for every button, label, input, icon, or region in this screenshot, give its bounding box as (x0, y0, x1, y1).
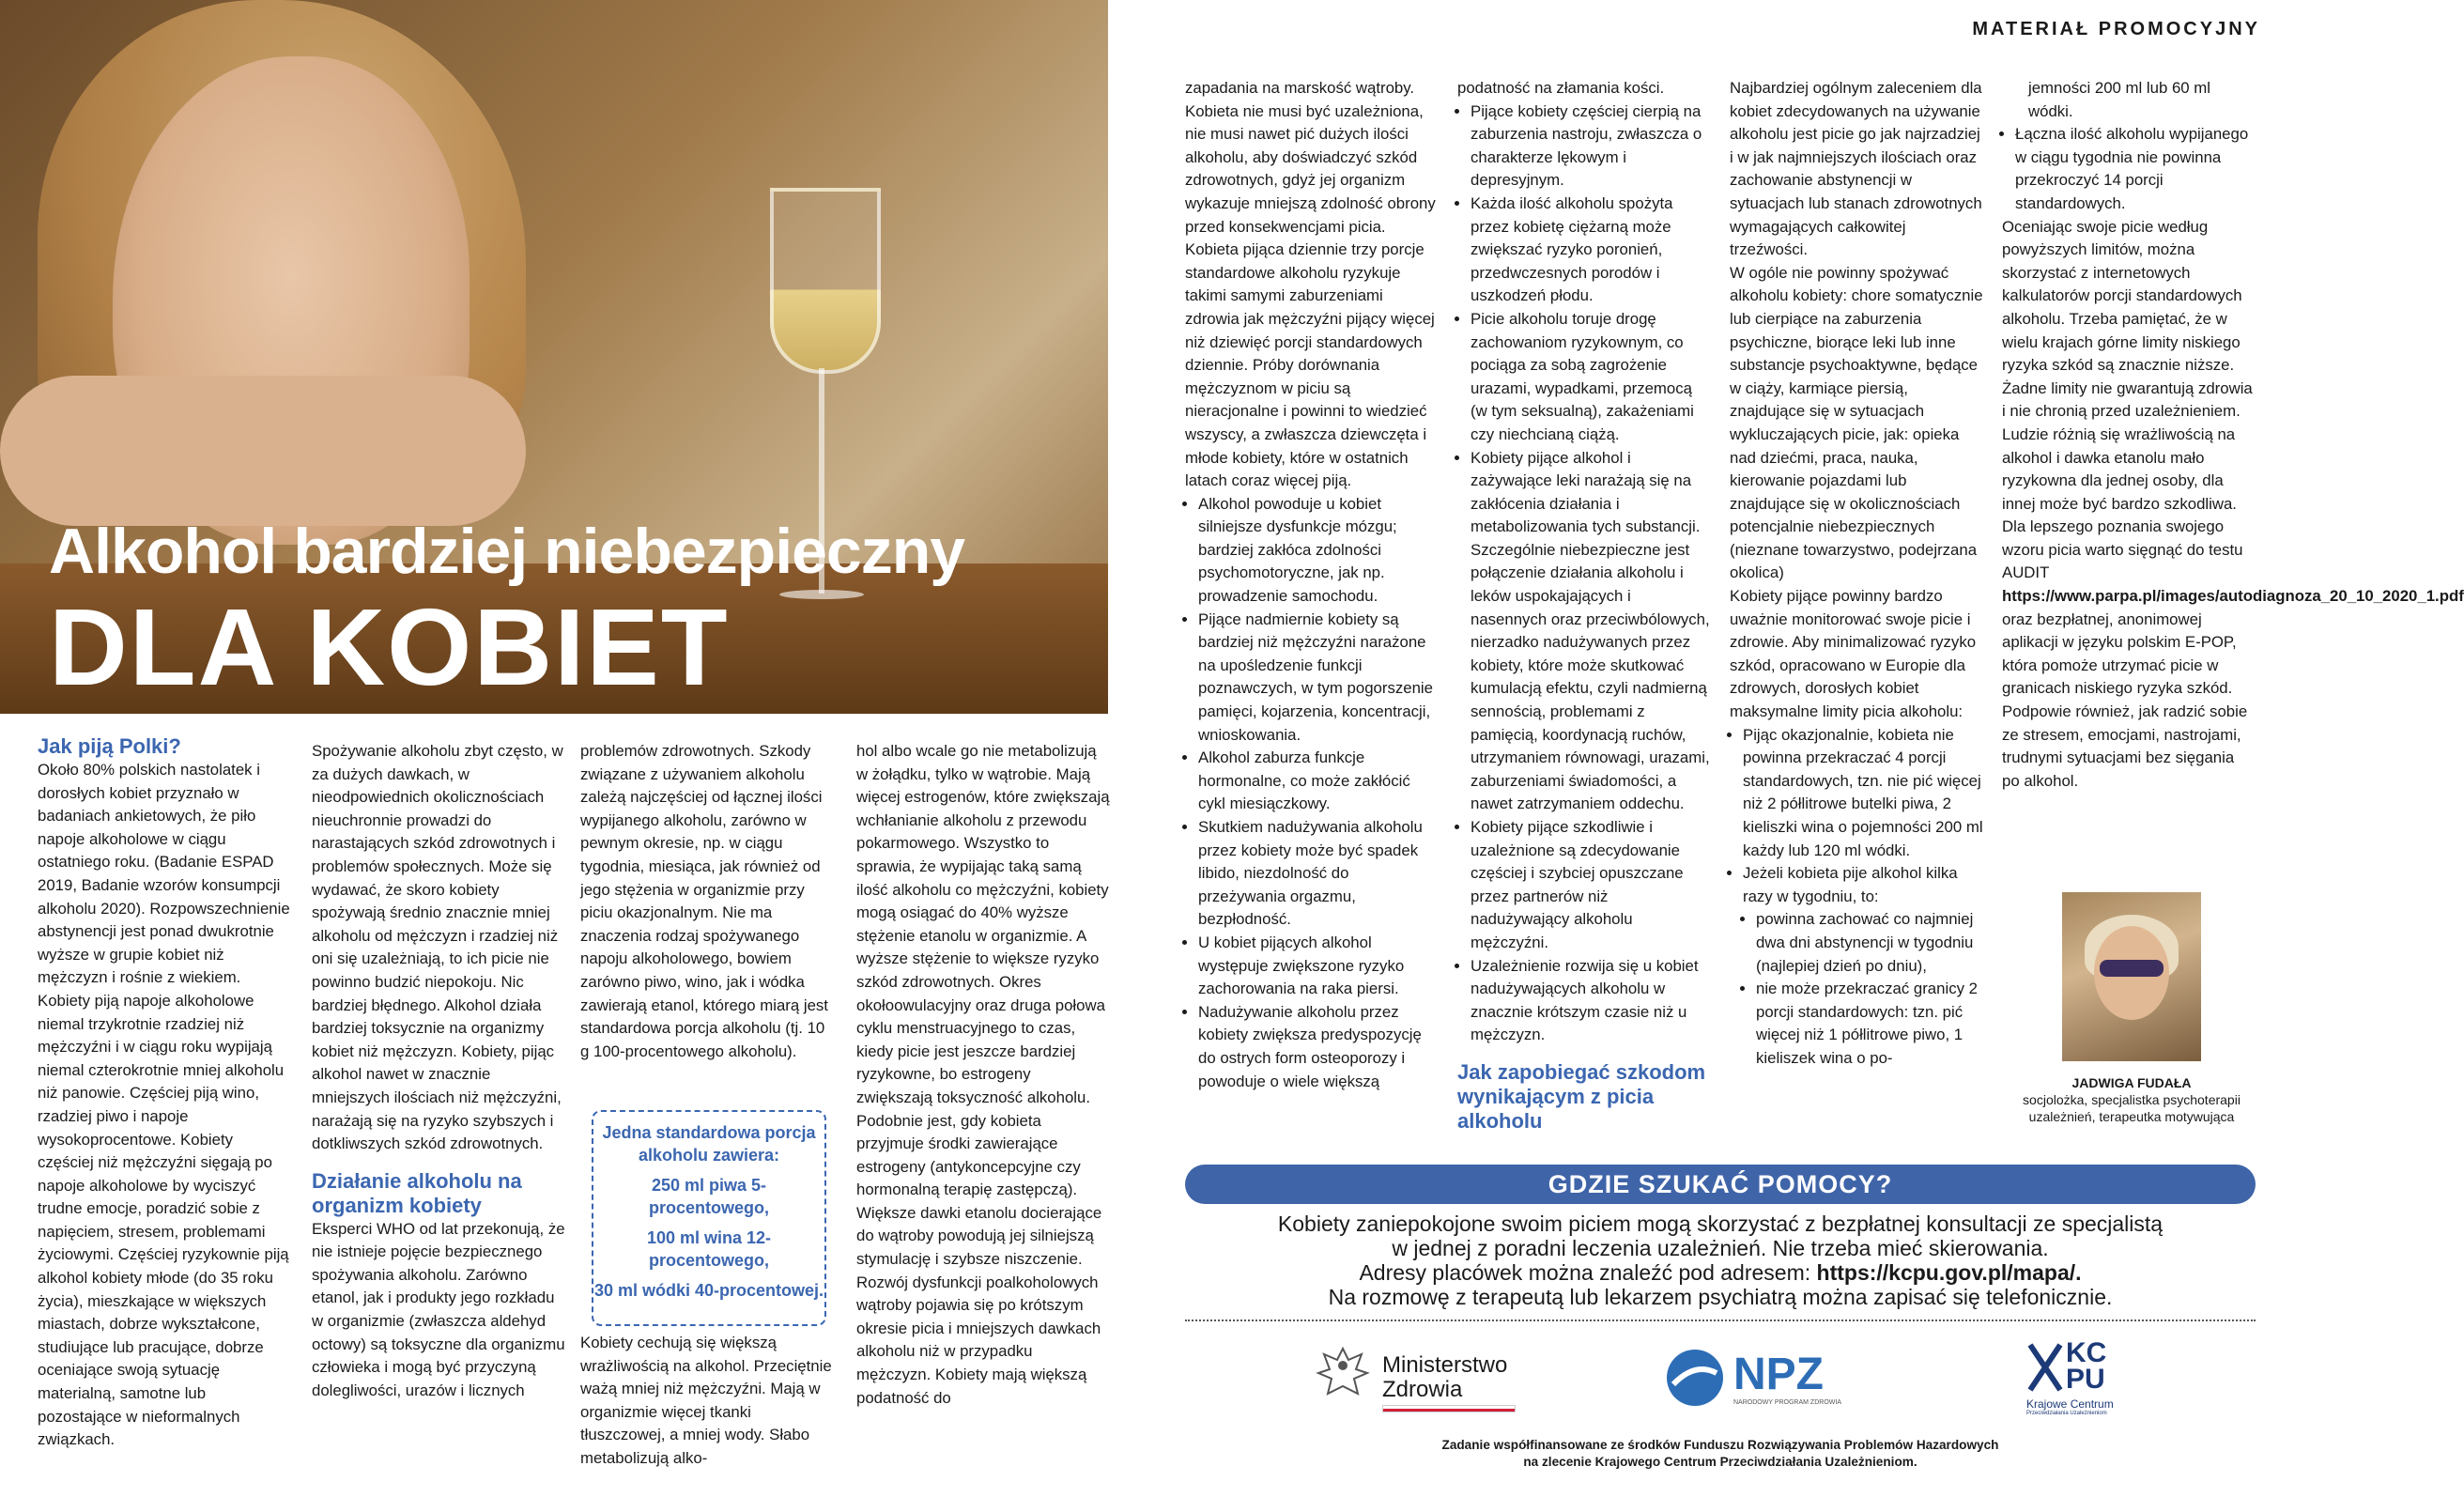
paragraph: podatność na złamania kości. (1457, 79, 1665, 97)
column-2 (312, 740, 565, 1402)
paragraph: Około 80% polskich nastolatek i dorosłych kobiet przyznało w badaniach ankietowych, że piło napoje alkoholowe w ciągu ostatniego roku. (Badanie ESPAD 2019, Badanie wzorów konsumpcji alkoholu 2020). Rozpowszechnienie abstynencji jest ponad dwukrotnie wyższe w grupie kobiet niż mężczyzn i rośnie z wiekiem. Kobiety piją napoje alkoholowe niemal trzykrotnie rzadziej niż mężczyźni i w ciągu roku wypijają niemal czterokrotnie mniej alkoholu niż panowie. Częściej piją wino, rzadziej piwo i napoje wysokoprocentowe. Kobiety częściej niż mężczyźni sięgają po napoje alkoholowe by wyciszyć trudne emocje, poradzić sobie z napięciem, stresem, problemami życiowymi. Częściej ryzykownie piją alkohol kobiety młode (do 35 roku życia), mieszkające w większych miastach, dobrze wykształcone, studiujące lub pracujące, dobrze oceniające swoją sytuację materialną, samotne lub pozostające w nieformalnych związkach. (38, 761, 290, 1449)
standard-portion-box (592, 1110, 826, 1326)
paragraph: jemności 200 ml lub 60 ml wódki. (2028, 79, 2211, 120)
column-5 (1185, 77, 1439, 1093)
section-heading: Działanie alkoholu na organizm kobiety (312, 1168, 522, 1217)
column-6 (1457, 77, 1711, 1134)
paragraph: Kobiety cechują się większą wrażliwością na alkohol. Przeciętnie ważą mniej niż mężczyźni. Mają w organizmie więcej tkanki tłuszczowej, a mniej wody. Słabo metabolizują alko- (580, 1334, 832, 1467)
list-item: • Alkohol zaburza funkcje hormonalne, co może zakłócić cykl miesiączkowy. (1198, 747, 1439, 816)
list-item: • Kobiety pijące szkodliwie i uzależnione są zdecydowanie częściej i szybciej opuszczane przez partnerów niż nadużywający alkoholu mężczyźni. (1471, 816, 1711, 955)
photo-glasses (2100, 960, 2164, 977)
kcpu-sub-1: Krajowe Centrum (2026, 1397, 2114, 1411)
author-role: socjolożka, specjalistka psychoterapii uzależnień, terapeutka motywująca (2023, 1092, 2241, 1124)
kcpu-text-2: PU (2066, 1364, 2105, 1395)
paragraph: zapadania na marskość wątroby. Kobieta nie musi być uzależniona, nie musi nawet pić dużych ilości alkoholu, aby doświadczyć szkód zdrowotnych, gdyż jej organizm wykazuje mniejszą zdolność obrony przed konsekwencjami picia. Kobieta pijąca dziennie trzy porcje standardowe alkoholu ryzykuje takimi samymi zaburzeniami zdrowia jak mężczyźni pijący więcej niż dziewięć porcji standardowych dziennie. Próby dorównania mężczyznom w piciu są nieracjonalne i powinni to wiedzieć wszyscy, a zwłaszcza dziewczęta i młode kobiety, które w ostatnich latach coraz więcej piją. (1185, 79, 1436, 490)
help-line: Kobiety zaniepokojone swoim piciem mogą skorzystać z bezpłatnej konsultacji ze specjalistą (1277, 1211, 2164, 1236)
box-item: 30 ml wódki 40-procentowej. (593, 1281, 824, 1300)
sub-list (1730, 908, 1983, 1070)
logo-text-1: Ministerstwo (1382, 1352, 1508, 1378)
column-4 (856, 740, 1110, 1410)
paragraph: problemów zdrowotnych. Szkody związane z używaniem alkoholu zależą najczęściej od łącznej ilości wypijanego alkoholu, zarówno w pewnym okresie, np. w ciągu tygodnia, miesiąca, jak również od jego stężenia w organizmie przy piciu okazjonalnym. Nie ma znaczenia rodzaj spożywanego napoju alkoholowego, bowiem zarówno piwo, wino, jak i wódka zawierają etanol, którego miarą jest standardowa porcja alkoholu (tj. 10 g 100-procentowego alkoholu). (580, 742, 828, 1060)
flag-bar (1382, 1405, 1516, 1412)
audit-link[interactable]: https://www.parpa.pl/images/autodiagnoza_20_10_2020_1.pdf (2002, 587, 2464, 606)
kcpu-sub-2: Przeciwdziałania Uzależnieniom (2026, 1411, 2107, 1416)
arm-shape (0, 376, 526, 526)
footer (1185, 1437, 2256, 1471)
list-item: • Kobiety pijące alkohol i zażywające leki narażają się na zakłócenia działania i metabolizowania tych substancji. Szczególnie niebezpieczne jest połączenie działania alkoholu i leków uspokajających i nasennych oraz przeciwbólowych, nierzadko nadużywanych przez kobiety, które może skutkować kumulacją efektu, czyli nadmierną sennością, problemami z pamięcią, koordynacją ruchów, utrzymaniem równowagi, urazami, zaburzeniami świadomości, a nawet zatrzymaniem oddechu. (1471, 447, 1711, 817)
list-item: • Uzależnienie rozwija się u kobiet nadużywających alkoholu w znacznie krótszym czasie niż u mężczyzn. (1471, 955, 1711, 1047)
list-item: • Pijące kobiety częściej cierpią na zaburzenia nastroju, zwłaszcza o charakterze lękowym i depresyjnym. (1471, 100, 1711, 193)
author-caption (2010, 1074, 2254, 1125)
text: oraz bezpłatnej, anonimowej aplikacji w języku polskim E-POP, która pomoże utrzymać picie w granicach niskiego ryzyka szkód. Podpowie również, jak radzić sobie ze stresem, emocjami, nastrojami, trudnymi sytuacjami bez sięgania po alkohol. (2002, 610, 2248, 790)
list-item: • Alkohol powoduje u kobiet silniejsze dysfunkcje mózgu; bardziej zakłóca zdolności psychomotoryczne, jak np. prowadzenie samochodu. (1198, 493, 1439, 609)
list-item: • Jeżeli kobieta pije alkohol kilka razy w tygodniu, to: (1743, 862, 1983, 908)
list-item: • Łączna ilość alkoholu wypijanego w ciągu tygodnia nie powinna przekroczyć 14 porcji standardowych. (2015, 123, 2256, 215)
box-item: 100 ml wina 12-procentowego, (646, 1228, 772, 1270)
glass-base (779, 590, 864, 599)
section-heading: Jak zapobiegać szkodom wynikającym z picia alkoholu (1457, 1059, 1706, 1133)
list-item: • Picie alkoholu toruje drogę zachowaniom ryzykownym, co pociąga za sobą zagrożenie urazami, wypadkami, przemocą (w tym seksualną), zakażeniami czy niechcianą ciążą. (1471, 308, 1711, 447)
list-item: • nie może przekraczać granicy 2 porcji standardowych: tzn. pić więcej niż 1 półlitrowe piwo, 1 kieliszek wina o po- (1756, 978, 1983, 1070)
column-8 (2002, 77, 2464, 793)
list-item: • Każda ilość alkoholu spożyta przez kobietę ciężarną może zwiększać ryzyko poronień, przedwczesnych porodów i uszkodzeń płodu. (1471, 193, 1711, 308)
list-item: • U kobiet pijących alkohol występuje zwiększone ryzyko zachorowania na raka piersi. (1198, 932, 1439, 1001)
paragraph: Kobiety pijące powinny bardzo uważnie monitorować swoje picie i zdrowie. Aby minimalizować ryzyko szkód, opracowano w Europie dla zdrowych, dorosłych kobiet maksymalne limity picia alkoholu: (1730, 587, 1977, 721)
paragraph: Spożywanie alkoholu zbyt często, w za dużych dawkach, w nieodpowiednich okolicznościach nieuchronnie prowadzi do narastających szkód zdrowotnych i problemów społecznych. Może się wydawać, że skoro kobiety spożywają średnio znacznie mniej alkoholu od mężczyzn i rzadziej niż oni się uzależniają, to ich picie nie powinno budzić niepokoju. Nic bardziej błędnego. Alkohol działa bardziej toksycznie na organizmy kobiet niż mężczyzn. Kobiety, pijąc alkohol nawet w znacznie mniejszych ilościach niż mężczyźni, narażają się na ryzyko szybszych i dotkliwszych szkód zdrowotnych. (312, 742, 563, 1153)
list-item: • Nadużywanie alkoholu przez kobiety zwiększa predyspozycję do ostrych form osteoporozy i powoduje o wiele większą (1198, 1001, 1439, 1093)
help-text (1185, 1211, 2256, 1309)
logo-ministerstwo-zdrowia (1315, 1345, 1531, 1411)
help-line: w jednej z poradni leczenia uzależnień. Nie trzeba mieć skierowania. (1392, 1236, 2049, 1260)
column-3-bottom (580, 1332, 834, 1471)
effects-list (1185, 493, 1439, 1093)
paragraph: Oceniając swoje picie według powyższych limitów, można skorzystać z internetowych kalkulatorów porcji standardowych alkoholu. Trzeba pamiętać, że w wielu krajach górne limity niskiego ryzyka szkód są znacznie niższe. Żadne limity nie gwarantują zdrowia i nie chronią przed uzależnieniem. Ludzie różnią się wrażliwością na alkohol i dawka etanolu mało ryzykowna dla jednej osoby, dla innej może być bardzo szkodliwa. (2002, 217, 2253, 513)
paragraph: W ogóle nie powinny spożywać alkoholu kobiety: chore somatycznie lub cierpiące na zaburzenia psychiczne, biorące leki lub inne substancje psychoaktywne, będące w ciąży, karmiące piersią, znajdujące się w sytuacjach wykluczających picie, jak: opieka nad dziećmi, praca, nauka, kierowanie pojazdami lub znajdujące się w okolicznościach potencjalnie niebezpiecznych (nieznane towarzystwo, podejrzana okolica) (1730, 263, 1983, 582)
limits-list (1730, 724, 1983, 909)
title-line-1: Alkohol bardziej niebezpieczny (49, 516, 965, 587)
promo-label: MATERIAŁ PROMOCYJNY (1972, 19, 2260, 39)
title-line-2: DLA KOBIET (49, 586, 730, 708)
paragraph: Eksperci WHO od lat przekonują, że nie istnieje pojęcie bezpiecznego spożywania alkoholu. Zarówno etanol, jak i produkty jego rozkładu w organizmie (zwłaszcza aldehyd octowy) są toksyczne dla organizmu człowieka i mogą być przyczyną dolegliwości, urazów i licznych (312, 1219, 565, 1399)
npz-swirl-icon (1662, 1345, 1728, 1411)
paragraph (2002, 516, 2464, 793)
paragraph: Najbardziej ogólnym zaleceniem dla kobiet zdecydowanych na używanie alkoholu jest picie go jak najrzadziej i w jak najmniejszych ilościach oraz zachowanie abstynencji w sytuacjach lub stanach zdrowotnych wymagających całkowitej trzeźwości. (1730, 79, 1982, 259)
column-7 (1730, 77, 1983, 1071)
text: Dla lepszego poznania swojego wzoru picia warto sięgnąć do testu AUDIT (2002, 517, 2243, 582)
column-1 (38, 734, 291, 1452)
box-item: 250 ml piwa 5-procentowego, (648, 1176, 769, 1217)
limits-list (2002, 123, 2256, 215)
list-item: • Pijąc okazjonalnie, kobieta nie powinna przekraczać 4 porcji standardowych, tzn. nie pić więcej niż 2 półlitrowe butelki piwa, 2 kieliszki wina o pojemności 200 ml każdy lub 120 ml wódki. (1743, 724, 1983, 863)
logo-text-2: Zdrowia (1382, 1377, 1463, 1402)
author-photo (2062, 892, 2201, 1061)
footer-line: Zadanie współfinansowane ze środków Funduszu Rozwiązywania Problemów Hazardowych (1441, 1438, 1999, 1452)
logo-npz (1662, 1345, 1850, 1411)
section-heading: Jak piją Polki? (38, 734, 181, 758)
list-item: • powinna zachować co najmniej dwa dni abstynencji w tygodniu (najlepiej dzień po dniu), (1756, 908, 1983, 978)
npz-text: NPZ (1733, 1350, 1824, 1399)
paragraph: hol albo wcale go nie metabolizują w żołądku, tylko w wątrobie. Mają więcej estrogenów, które zwiększają wchłanianie alkoholu z przewodu pokarmowego. Wszystko to sprawia, że wypijając taką samą ilość alkoholu co mężczyźni, kobiety mogą osiągać do 40% wyższe stężenie etanolu w organizmie. A wyższe stężenie to większe ryzyko szkód zdrowotnych. Okres okołoowulacyjny oraz druga połowa cyklu menstruacyjnego to czas, kiedy picie jest jeszcze bardziej ryzykowne, bo estrogeny zwiększają toksyczność alkoholu. Podobnie jest, gdy kobieta przyjmuje środki zawierające estrogeny (antykoncepcyjne czy hormonalną terapię zastępczą). Większe dawki etanolu docierające do wątroby powodują jej silniejszą stymulację i szybsze niszczenie. Rozwój dysfunkcji poalkoholowych wątroby pojawia się po krótszym okresie picia i mniejszych dawkach alkoholu niż w przypadku mężczyzn. Kobiety mają większą podatność do (856, 742, 1110, 1407)
eagle-icon (1315, 1345, 1371, 1409)
kcpu-mark-icon (2026, 1341, 2064, 1394)
box-title: Jedna standardowa porcja alkoholu zawiera: (602, 1123, 816, 1165)
help-line: Na rozmowę z terapeutą lub lekarzem psychiatrą można zapisać się telefonicznie. (1328, 1285, 2113, 1309)
wine-glass-icon (770, 188, 881, 374)
list-item: • Skutkiem nadużywania alkoholu przez kobiety może być spadek libido, niezdolność do przeżywania orgazmu, bezpłodność. (1198, 816, 1439, 932)
npz-sub: NARODOWY PROGRAM ZDROWIA (1733, 1399, 1841, 1406)
kcpu-text-1: KC (2066, 1337, 2107, 1368)
help-title-bar: GDZIE SZUKAĆ POMOCY? (1185, 1165, 2256, 1204)
author-name: JADWIGA FUDAŁA (2071, 1075, 2192, 1090)
column-3 (580, 740, 834, 1063)
text: Adresy placówek można znaleźć pod adresem: (1359, 1260, 1817, 1285)
help-line (1185, 1260, 2256, 1285)
list-item: • Pijące nadmiernie kobiety są bardziej niż mężczyźni narażone na upośledzenie funkcji poznawczych, w tym pogorszenie pamięci, kojarzenia, koncentracji, wnioskowania. (1198, 609, 1439, 748)
map-link[interactable]: https://kcpu.gov.pl/mapa/. (1816, 1260, 2082, 1285)
logo-kcpu (2026, 1337, 2158, 1416)
effects-list (1457, 100, 1711, 1047)
divider (1185, 1320, 2256, 1321)
footer-line: na zlecenie Krajowego Centrum Przeciwdziałania Uzależnieniom. (1523, 1455, 1917, 1469)
